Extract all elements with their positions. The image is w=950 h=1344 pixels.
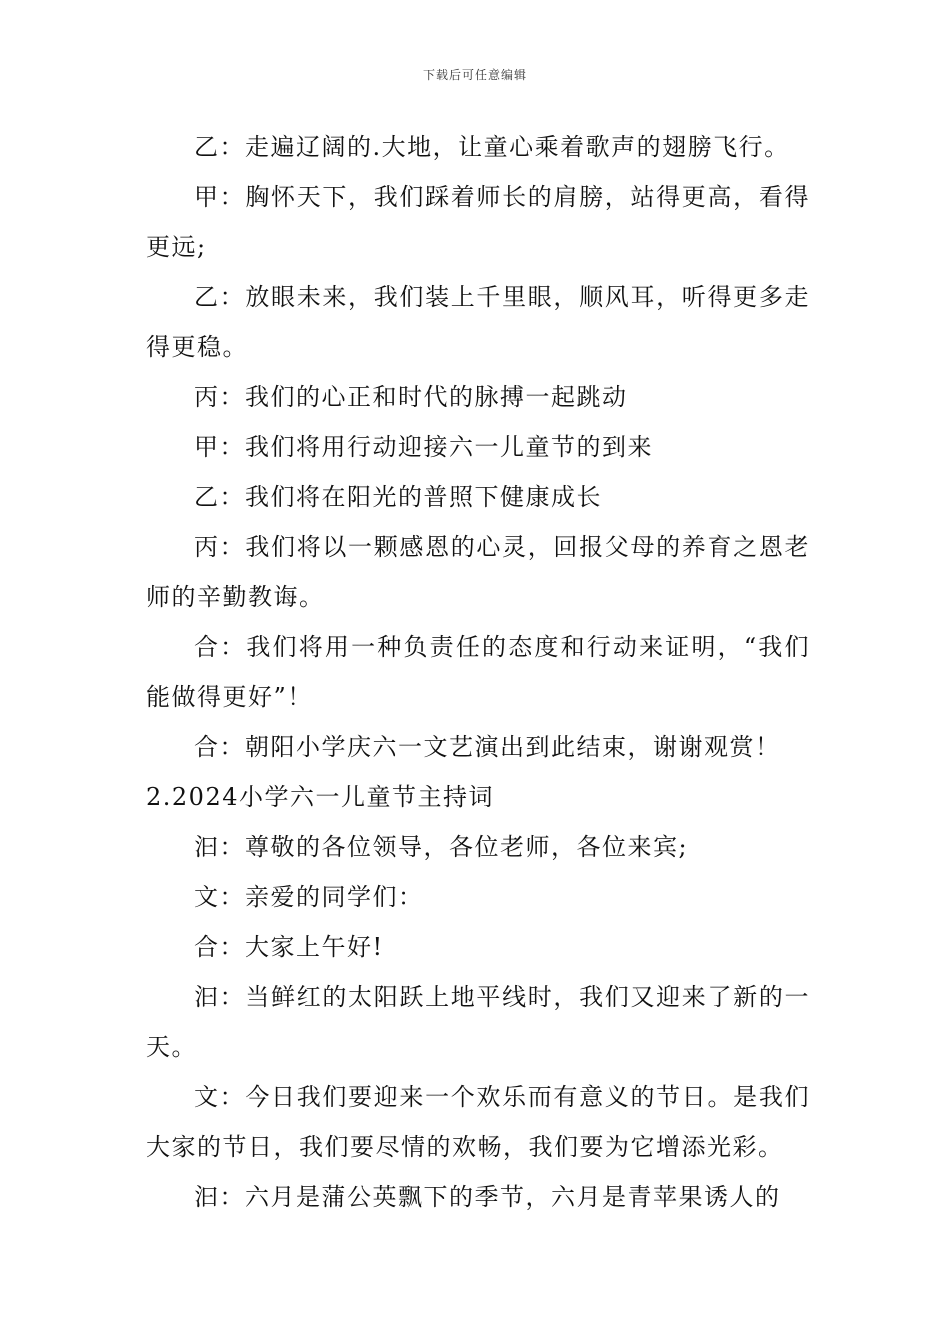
paragraph: 甲：我们将用行动迎接六一儿童节的到来 (194, 433, 653, 461)
paragraph: 汩：当鲜红的太阳跃上地平线时，我们又迎来了新的一天。 (146, 983, 810, 1061)
paragraph: 汩：尊敬的各位领导，各位老师，各位来宾; (194, 833, 689, 861)
paragraph: 合：大家上午好! (194, 933, 384, 961)
paragraph: 甲：胸怀天下，我们踩着师长的肩膀，站得更高，看得更远; (146, 183, 810, 261)
paragraph: 丙：我们将以一颗感恩的心灵，回报父母的养育之恩老师的辛勤教诲。 (146, 533, 810, 611)
paragraph: 合：我们将用一种负责任的态度和行动来证明，“我们能做得更好”！ (146, 633, 810, 711)
page-header: 下载后可任意编辑 (422, 68, 527, 82)
paragraph: 文：今日我们要迎来一个欢乐而有意义的节日。是我们大家的节日，我们要尽情的欢畅，我们要为它增添光彩。 (146, 1083, 810, 1161)
paragraph: 丙：我们的心正和时代的脉搏一起跳动 (194, 383, 628, 411)
paragraph: 乙：走遍辽阔的.大地，让童心乘着歌声的翅膀飞行。 (194, 133, 790, 161)
paragraph: 文：亲爱的同学们： (194, 883, 424, 911)
paragraph: 乙：放眼未来，我们装上千里眼，顺风耳，听得更多走得更稳。 (146, 283, 810, 361)
paragraph: 乙：我们将在阳光的普照下健康成长 (194, 483, 602, 511)
paragraph: 合：朝阳小学庆六一文艺演出到此结束，谢谢观赏！ (194, 733, 781, 761)
paragraph: 汩：六月是蒲公英飘下的季节，六月是青苹果诱人的 (194, 1183, 781, 1211)
section-heading: 2.2024小学六一儿童节主持词 (146, 783, 494, 811)
document-body (146, 122, 810, 1222)
